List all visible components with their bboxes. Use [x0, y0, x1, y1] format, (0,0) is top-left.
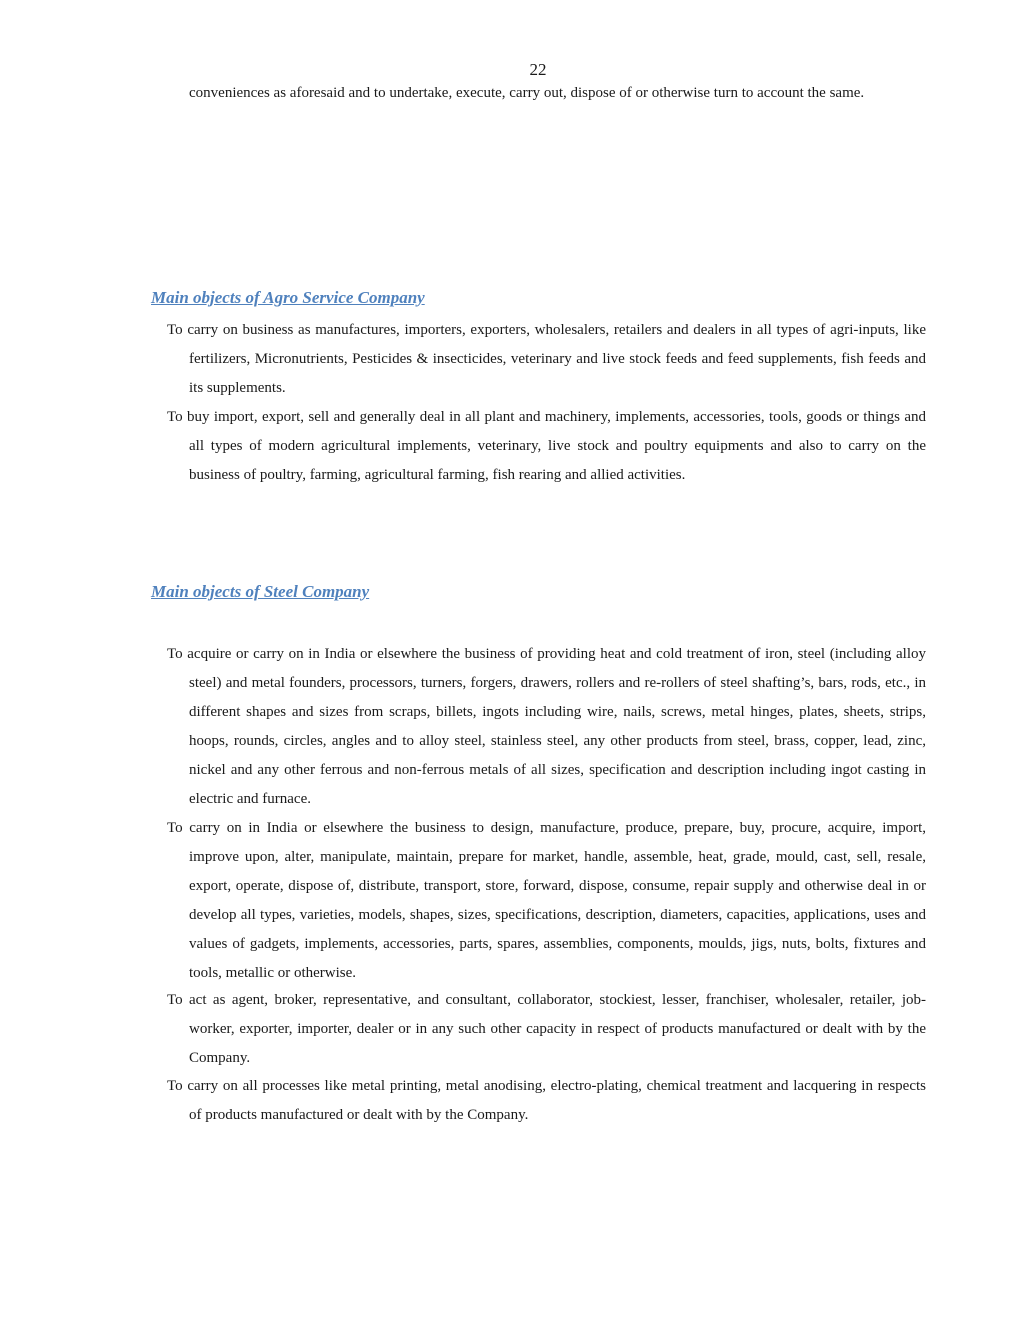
agro-object-2: To buy import, export, sell and generally deal in all plant and machinery, implements, accessories, tools, goods or things and all types of modern agricultural implements, veterinary, live stock and poultry equipments and also to carry on the business of poultry, farming, agricultural farming, fish rearing and allied activities. — [167, 409, 926, 483]
section-heading-steel: Main objects of Steel Company — [151, 582, 370, 601]
section-heading-agro: Main objects of Agro Service Company — [151, 288, 425, 307]
agro-object-1: To carry on business as manufactures, importers, exporters, wholesalers, retailers and dealers in all types of agri-inputs, like fertilizers, Micronutrients, Pesticides & insecticides, veterinary and live stock feeds and feed supplements, fish feeds and its supplements. — [167, 322, 926, 396]
steel-object-4: To carry on all processes like metal printing, metal anodising, electro-plating, chemical treatment and lacquering in respects of products manufactured or dealt with by the Company. — [167, 1078, 926, 1123]
steel-object-2: To carry on in India or elsewhere the business to design, manufacture, produce, prepare, buy, procure, acquire, import, improve upon, alter, manipulate, maintain, prepare for market, handle, assemble, heat, grade, mould, cast, sell, resale, export, operate, dispose of, distribute, transport, store, forward, dispose, consume, repair supply and otherwise deal in or develop all types, varieties, models, shapes, sizes, specifications, description, diameters, capacities, applications, uses and values of gadgets, implements, accessories, parts, spares, assemblies, components, moulds, jigs, nuts, bolts, fixtures and tools, metallic or otherwise. — [167, 820, 926, 981]
continuation-paragraph: conveniences as aforesaid and to undertake, execute, carry out, dispose of or otherwise turn to account the same. — [189, 85, 865, 101]
steel-object-1: To acquire or carry on in India or elsewhere the business of providing heat and cold treatment of iron, steel (including alloy steel) and metal founders, processors, turners, forgers, drawers, rollers and re-rollers of steel shafting’s, bars, rods, etc., in different shapes and sizes from scraps, billets, ingots including wire, nails, screws, metal hinges, plates, sheets, strips, hoops, rounds, circles, angles and to alloy steel, stainless steel, any other products from steel, brass, copper, lead, zinc, nickel and any other ferrous and non-ferrous metals of all sizes, specification and description including ingot casting in electric and furnace. — [167, 646, 926, 807]
steel-object-3: To act as agent, broker, representative, and consultant, collaborator, stockiest, lesser, franchiser, wholesaler, retailer, job-worker, exporter, importer, dealer or in any such other capacity in respect of products manufactured or dealt with by the Company. — [167, 992, 926, 1066]
continuation-text — [189, 79, 926, 108]
page-number: 22 — [529, 60, 547, 79]
